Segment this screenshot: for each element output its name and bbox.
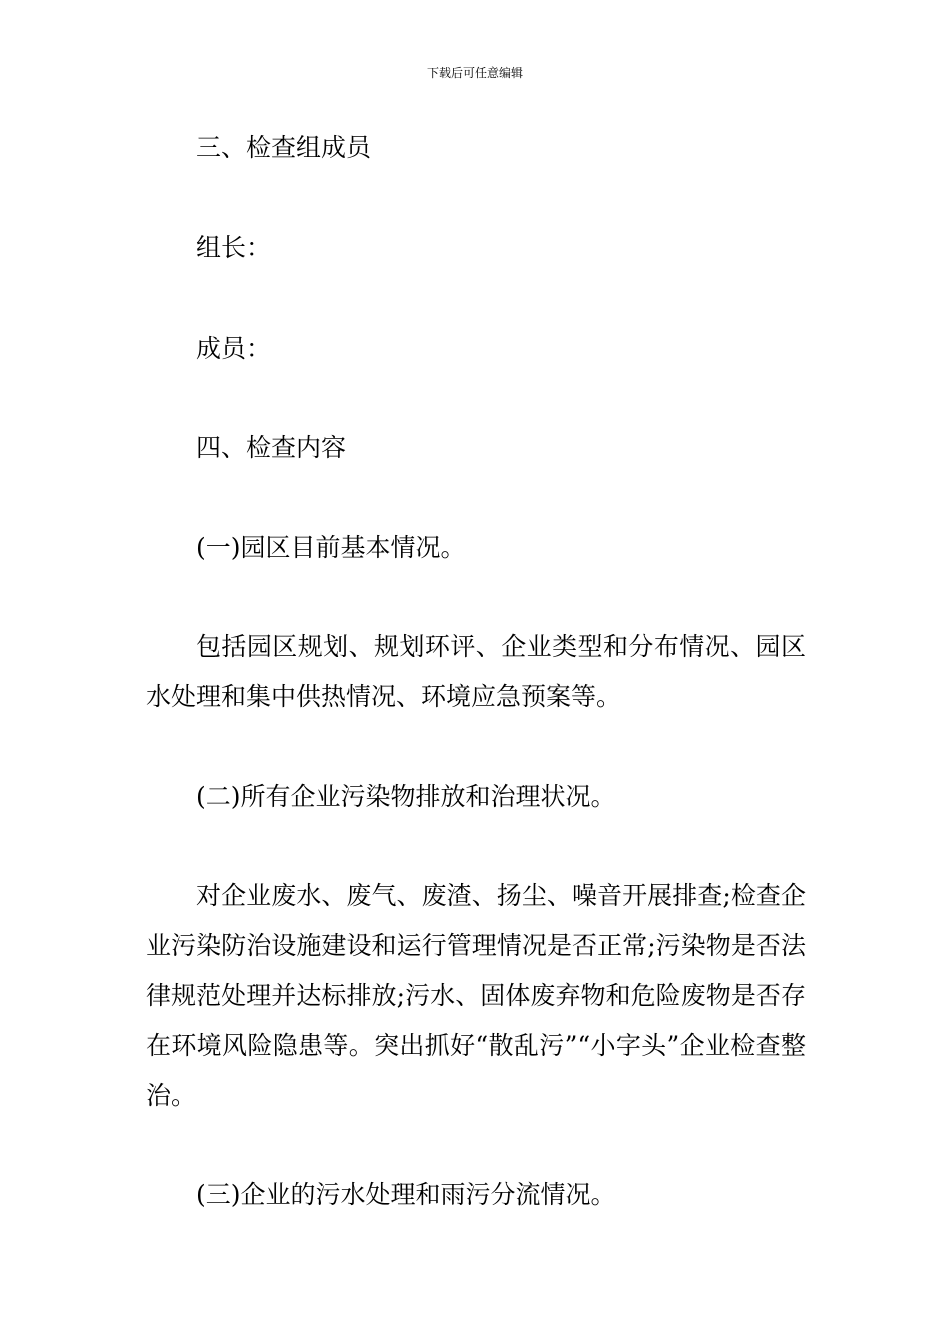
section-heading-inspection-content: 四、检查内容 [196, 433, 347, 462]
paragraph-park-status: 包括园区规划、规划环评、企业类型和分布情况、园区水处理和集中供热情况、环境应急预案等。 [146, 632, 806, 711]
subheading-pollutant-discharge: (二)所有企业污染物排放和治理状况。 [196, 782, 616, 811]
team-leader-line: 组长： [196, 233, 272, 262]
paragraph-pollutant-discharge: 对企业废水、废气、废渣、扬尘、噪音开展排查;检查企业污染防治设施建设和运行管理情况是否正常;污染物是否法律规范处理并达标排放;污水、固体废弃物和危险废物是否存在环境风险隐患等。突出抓好“散乱污”“小字头”企业检查整治。 [146, 881, 806, 1110]
subheading-park-status: (一)园区目前基本情况。 [196, 533, 466, 562]
team-members-line: 成员： [196, 334, 272, 363]
section-heading-team-members: 三、检查组成员 [196, 133, 372, 162]
page-header: 下载后可任意编辑 [426, 66, 523, 80]
subheading-sewage-treatment: (三)企业的污水处理和雨污分流情况。 [196, 1180, 616, 1209]
